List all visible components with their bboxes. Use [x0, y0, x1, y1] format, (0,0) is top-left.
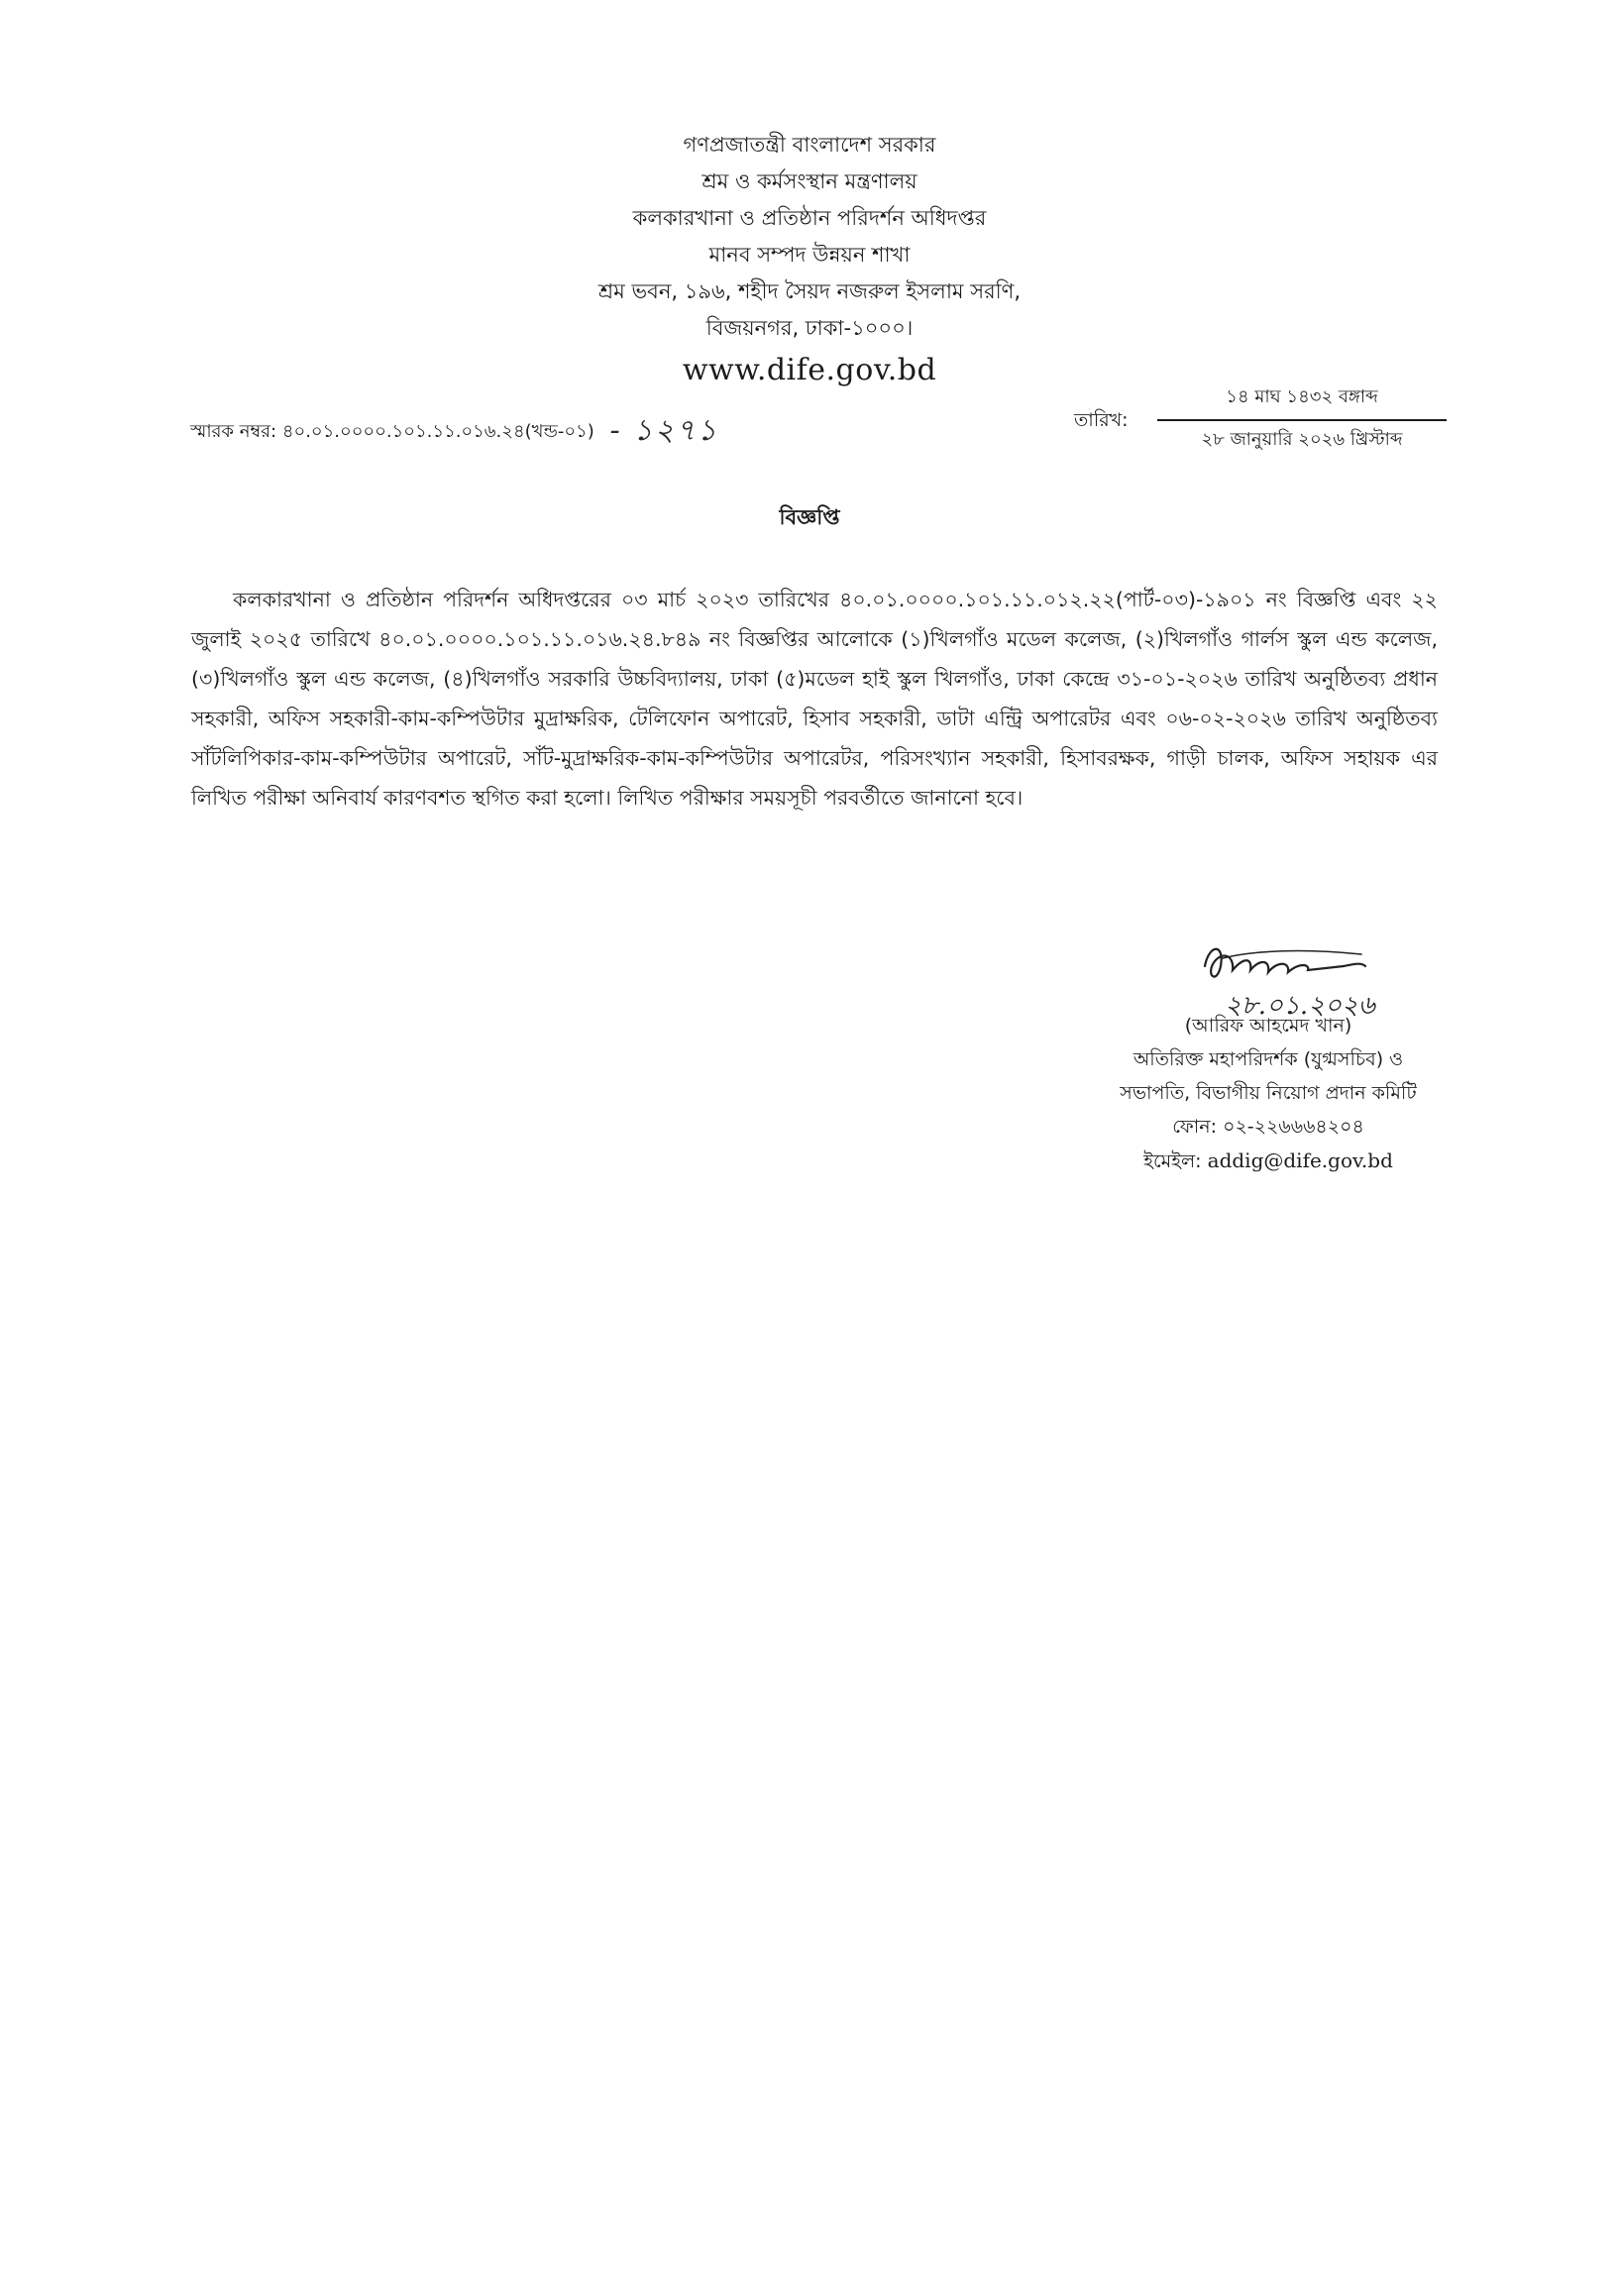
ministry-name: শ্রম ও কর্মসংস্থান মন্ত্রণালয় [702, 169, 917, 193]
branch-name: মানব সম্পদ উন্নয়ন শাখা [708, 243, 911, 267]
memo-handwritten-suffix: - ১২৭১ [609, 413, 719, 448]
address-line-2: বিজয়নগর, ঢাকা-১০০০। [705, 316, 914, 340]
memo-label: স্মারক নম্বর: [190, 421, 277, 442]
signatory-block [1070, 1009, 1466, 1178]
website-url: www.dife.gov.bd [682, 353, 937, 387]
address-line-1: শ্রম ভবন, ১৯৬, শহীদ সৈয়দ নজরুল ইসলাম সরণি, [597, 279, 1022, 303]
signatory-name: (আরিফ আহমেদ খান) [1184, 1015, 1352, 1037]
signature-date: ২৮.০১.২০২৬ [1225, 991, 1375, 1021]
date-bangla: ১৪ মাঘ ১৪৩২ বঙ্গাব্দ [1226, 386, 1378, 407]
signatory-email [1070, 1144, 1466, 1178]
department-name: কলকারখানা ও প্রতিষ্ঠান পরিদর্শন অধিদপ্তর [632, 206, 987, 230]
phone-value: ০২-২২৬৬৬৪২০৪ [1223, 1116, 1364, 1138]
phone-label: ফোন: [1172, 1116, 1218, 1138]
signatory-committee: সভাপতি, বিভাগীয় নিয়োগ প্রদান কমিটি [1120, 1082, 1417, 1104]
date-gregorian: ২৮ জানুয়ারি ২০২৬ খ্রিস্টাব্দ [1201, 429, 1403, 450]
email-value: addig@dife.gov.bd [1207, 1148, 1393, 1172]
memo-number [190, 406, 718, 457]
letterhead [0, 127, 1619, 392]
notice-title: বিজ্ঞপ্তি [779, 505, 840, 529]
signatory-phone [1070, 1110, 1466, 1144]
email-label: ইমেইল: [1143, 1150, 1202, 1172]
memo-value: ৪০.০১.০০০০.১০১.১১.০১৬.২৪(খন্ড-০১) [281, 421, 594, 442]
date-block [1157, 383, 1447, 456]
notice-body: কলকারখানা ও প্রতিষ্ঠান পরিদর্শন অধিদপ্তরের ০৩ মার্চ ২০২৩ তারিখের ৪০.০১.০০০০.১০১.১১.০১২.২২(পার্ট-০৩)-১৯০১ নং বিজ্ঞপ্তি এবং ২২ জুলাই ২০২৫ তারিখে ৪০.০১.০০০০.১০১.১১.০১৬.২৪.৮৪৯ নং বিজ্ঞপ্তির আলোকে (১)খিলগাঁও মডেল কলেজ, (২)খিলগাঁও গার্লস স্কুল এন্ড কলেজ, (৩)খিলগাঁও স্কুল এন্ড কলেজ, (৪)খিলগাঁও সরকারি উচ্চবিদ্যালয়, ঢাকা (৫)মডেল হাই স্কুল খিলগাঁও, ঢাকা কেন্দ্রে ৩১-০১-২০২৬ তারিখ অনুষ্ঠিতব্য প্রধান সহকারী, অফিস সহকারী-কাম-কম্পিউটার মুদ্রাক্ষরিক, টেলিফোন অপারেট, হিসাব সহকারী, ডাটা এন্ট্রি অপারেটর এবং ০৬-০২-২০২৬ তারিখ অনুষ্ঠিতব্য সাঁটলিপিকার-কাম-কম্পিউটার অপারেট, সাঁট-মুদ্রাক্ষরিক-কাম-কম্পিউটার অপারেটর, পরিসংখ্যান সহকারী, হিসাবরক্ষক, গাড়ী চালক, অফিস সহায়ক এর লিখিত পরীক্ষা অনিবার্য কারণবশত স্থগিত করা হলো। লিখিত পরীক্ষার সময়সূচী পরবর্তীতে জানানো হবে। [191, 588, 1438, 810]
signatory-designation: অতিরিক্ত মহাপরিদর্শক (যুগ্মসচিব) ও [1133, 1048, 1404, 1070]
date-label: তারিখ: [1074, 409, 1129, 431]
government-name: গণপ্রজাতন্ত্রী বাংলাদেশ সরকার [683, 133, 936, 157]
